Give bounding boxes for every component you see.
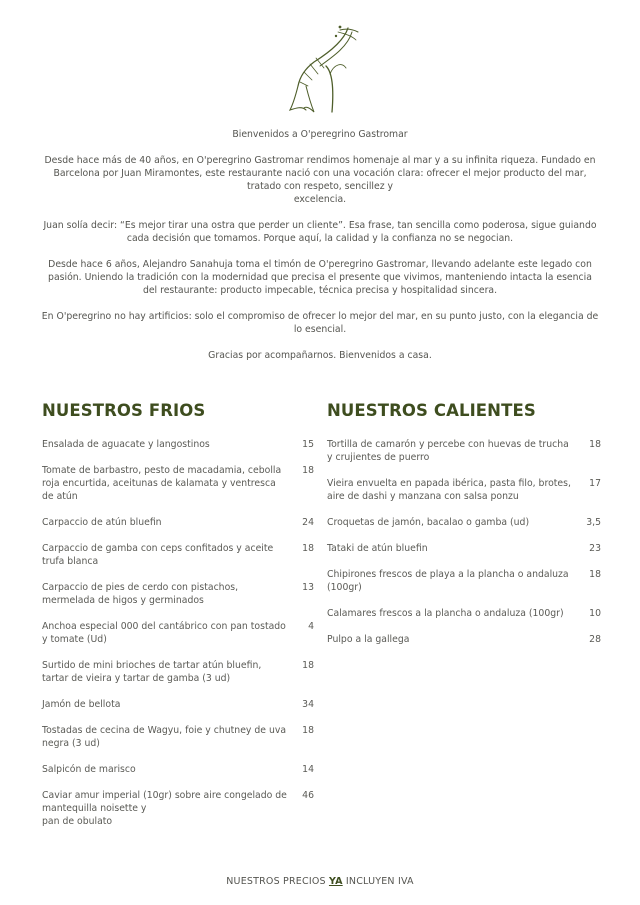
- menu-item-name: Tataki de atún bluefin: [327, 543, 428, 554]
- menu-item: [327, 516, 601, 529]
- menu-item-name: Carpaccio de gamba con ceps confitados y aceite trufa blanca: [42, 543, 274, 567]
- intro-paragraph: En O'peregrino no hay artificios: solo el compromiso de ofrecer lo mejor del mar, en su punto justo, con la elegancia de lo esencial.: [41, 311, 599, 335]
- menu-item-price: 23: [589, 543, 601, 554]
- menu-item: [327, 438, 601, 464]
- menu-item-price: 28: [589, 634, 601, 645]
- menu-item-price: 15: [302, 439, 314, 450]
- menu-item: [42, 789, 314, 828]
- intro-paragraph: Desde hace 6 años, Alejandro Sanahuja toma el timón de O'peregrino Gastromar, llevando adelante este legado con pasión. Uniendo la tradición con la modernidad que precisa el presente que vivimos, manteniendo intacta la esencia del restaurante: producto impecable, técnica precisa y hospitalidad sincera.: [48, 259, 592, 296]
- menu-list: [327, 438, 601, 646]
- price-note-text: INCLUYEN IVA: [342, 876, 414, 887]
- menu-item: [42, 763, 314, 776]
- menu-item: [42, 438, 314, 451]
- intro-text: [40, 128, 600, 375]
- menu-item-price: 18: [302, 725, 314, 736]
- menu-item-price: 24: [302, 517, 314, 528]
- section-title: NUESTROS FRIOS: [42, 401, 206, 420]
- menu-item-price: 46: [302, 790, 314, 801]
- price-note-text: NUESTROS PRECIOS: [226, 876, 329, 887]
- menu-item-name: Caviar amur imperial (10gr) sobre aire congelado de mantequilla noisette y pan de obulato: [42, 790, 287, 827]
- menu-item-price: 17: [589, 478, 601, 489]
- menu-item-name: Ensalada de aguacate y langostinos: [42, 439, 210, 450]
- menu-item: [42, 542, 314, 568]
- intro-paragraph: excelencia.: [293, 194, 347, 205]
- menu-item: [42, 698, 314, 711]
- menu-item: [42, 620, 314, 646]
- price-note-emphasis: YA: [328, 876, 343, 887]
- menu-item-name: Tortilla de camarón y percebe con huevas de trucha y crujientes de puerro: [327, 439, 569, 463]
- menu-item: [42, 659, 314, 685]
- intro-paragraph: Juan solía decir: “Es mejor tirar una ostra que perder un cliente”. Esa frase, tan sencilla como poderosa, sigue guiando cada decisión que tomamos. Porque aquí, la calidad y la confianza no se negocian.: [43, 220, 597, 244]
- section-title: NUESTROS CALIENTES: [327, 401, 536, 420]
- menu-item-name: Tomate de barbastro, pesto de macadamia, cebolla roja encurtida, aceitunas de kalamata y ventresca de atún: [42, 465, 282, 502]
- menu-item-name: Salpicón de marisco: [42, 764, 136, 775]
- menu-item: [42, 464, 314, 503]
- menu-item: [327, 633, 601, 646]
- menu-item: [327, 477, 601, 503]
- menu-item-name: Chipirones frescos de playa a la plancha o andaluza (100gr): [327, 569, 569, 593]
- menu-item-price: 18: [302, 543, 314, 554]
- menu-item-name: Jamón de bellota: [42, 699, 121, 710]
- menu-item-price: 14: [302, 764, 314, 775]
- menu-item: [42, 516, 314, 529]
- menu-item-name: Pulpo a la gallega: [327, 634, 410, 645]
- menu-item-price: 13: [302, 582, 314, 593]
- intro-paragraph: Desde hace más de 40 años, en O'peregrino Gastromar rendimos homenaje al mar y a su infinita riqueza. Fundado en Barcelona por Juan Miramontes, este restaurante nació con una vocación clara: ofrecer el mejor producto del mar, tratado con respeto, sencillez y: [44, 155, 596, 192]
- menu-section-calientes: [327, 400, 601, 659]
- menu-item: [327, 568, 601, 594]
- menu-item-name: Carpaccio de pies de cerdo con pistachos, mermelada de higos y germinados: [42, 582, 239, 606]
- menu-item-name: Croquetas de jamón, bacalao o gamba (ud): [327, 517, 530, 528]
- menu-item: [327, 542, 601, 555]
- menu-item-price: 18: [589, 569, 601, 580]
- menu-item-price: 10: [589, 608, 601, 619]
- menu-item-name: Surtido de mini brioches de tartar atún bluefin, tartar de vieira y tartar de gamba (3 ud): [42, 660, 262, 684]
- menu-item: [327, 607, 601, 620]
- menu-item: [42, 724, 314, 750]
- menu-item-price: 18: [589, 439, 601, 450]
- welcome-line: Bienvenidos a O'peregrino Gastromar: [232, 129, 408, 140]
- menu-list: [42, 438, 314, 828]
- menu-item-price: 34: [302, 699, 314, 710]
- price-note: [0, 876, 640, 887]
- menu-section-frios: [42, 400, 314, 841]
- menu-item: [42, 581, 314, 607]
- menu-item-price: 3,5: [586, 517, 601, 528]
- shrimp-logo-icon: [278, 2, 362, 120]
- menu-item-price: 4: [308, 621, 314, 632]
- menu-item-name: Anchoa especial 000 del cantábrico con pan tostado y tomate (Ud): [42, 621, 286, 645]
- menu-item-price: 18: [302, 660, 314, 671]
- intro-paragraph: Gracias por acompañarnos. Bienvenidos a casa.: [208, 350, 432, 361]
- menu-item-name: Calamares frescos a la plancha o andaluza (100gr): [327, 608, 564, 619]
- menu-item-name: Carpaccio de atún bluefin: [42, 517, 162, 528]
- menu-item-name: Tostadas de cecina de Wagyu, foie y chutney de uva negra (3 ud): [42, 725, 287, 749]
- menu-item-price: 18: [302, 465, 314, 476]
- menu-item-name: Vieira envuelta en papada ibérica, pasta filo, brotes, aire de dashi y manzana con salsa ponzu: [327, 478, 571, 502]
